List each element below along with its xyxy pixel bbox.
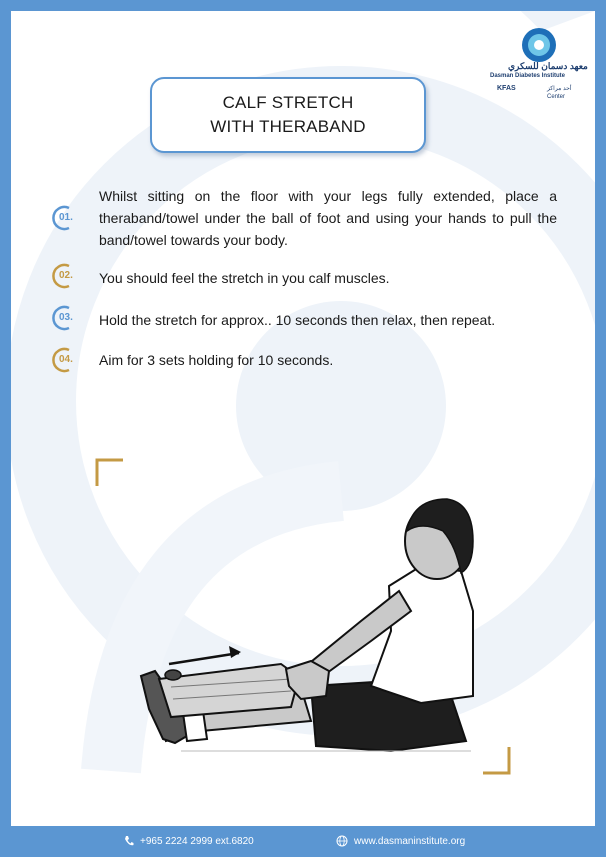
step-3-text: Hold the stretch for approx.. 10 seconds then relax, then repeat.: [99, 312, 496, 328]
globe-icon: [336, 835, 348, 847]
title-line-2: WITH THERABAND: [210, 117, 366, 136]
footer-website[interactable]: [336, 835, 465, 847]
footer-phone[interactable]: [124, 835, 254, 847]
step-4-number: 04.: [59, 354, 73, 365]
title-line-1: CALF STRETCH: [222, 93, 354, 112]
partner-center-label: أحد مراكز Center: [547, 86, 572, 100]
step-2-text: You should feel the stretch in you calf muscles.: [99, 270, 390, 286]
website-url: www.dasmaninstitute.org: [354, 835, 466, 847]
step-4-text: Aim for 3 sets holding for 10 seconds.: [99, 352, 334, 368]
logo-english-name: Dasman Diabetes Institute: [490, 73, 566, 79]
step-3-number: 03.: [59, 312, 73, 323]
step-1-number: 01.: [59, 212, 73, 223]
calf-stretch-illustration: [121, 481, 491, 761]
title-box: [150, 77, 426, 153]
footer: [0, 826, 606, 857]
step-2-number: 02.: [59, 270, 73, 281]
logo-arabic-name: معهد دسمان للسكري: [508, 61, 588, 71]
step-1-text: Whilst sitting on the floor with your legs fully extended, place a theraband/towel under the ball of foot and using your hands to pull the band/towel towards your body.: [99, 188, 557, 248]
phone-number: +965 2224 2999 ext.6820: [140, 835, 254, 847]
page-sheet: [11, 11, 595, 826]
phone-icon: [124, 835, 134, 847]
kfas-logo: KFAS: [497, 85, 516, 92]
